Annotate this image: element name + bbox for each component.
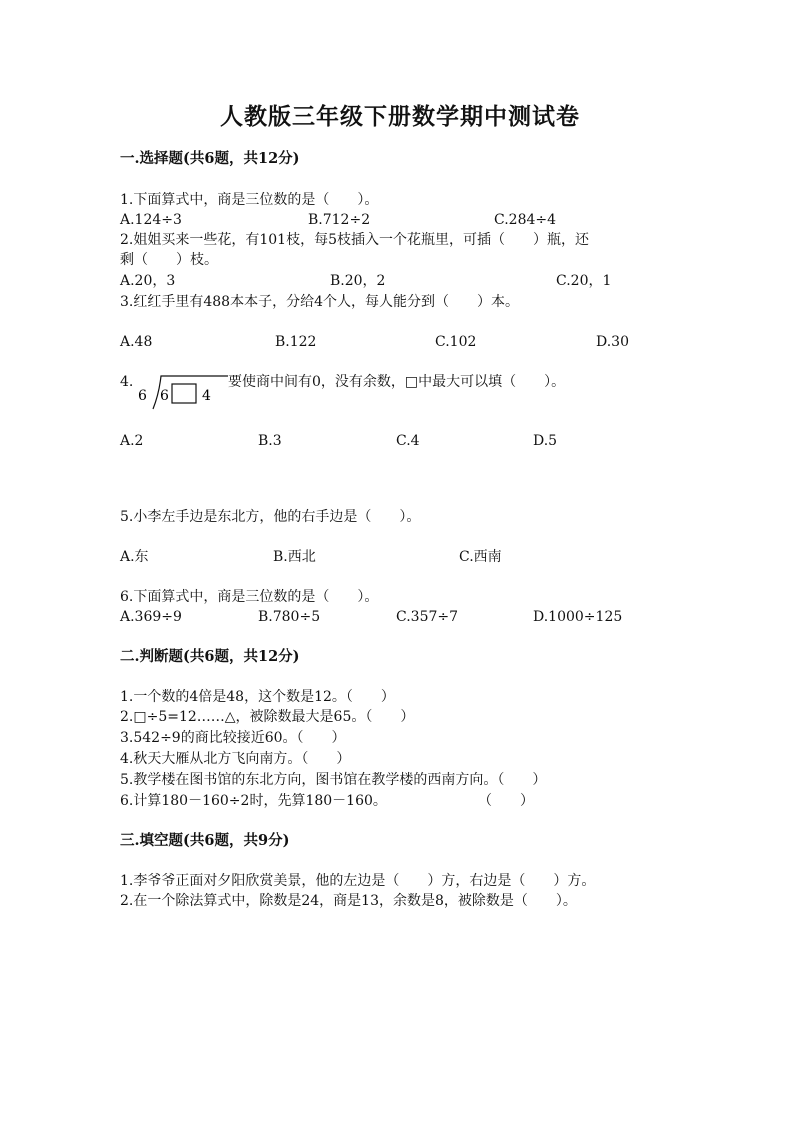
judgement-item-5: 5.教学楼在图书馆的东北方向，图书馆在教学楼的西南方向。（ ）	[120, 772, 547, 788]
question-5: 5.小李左手边是东北方，他的右手边是（ ）。	[120, 509, 421, 525]
q5-option-b: B.西北	[273, 549, 316, 565]
q6-option-a: A.369÷9	[120, 609, 182, 625]
q4-option-b: B.3	[258, 433, 282, 449]
q3-option-b: B.122	[275, 334, 317, 350]
question-6: 6.下面算式中，商是三位数的是（ ）。	[120, 589, 379, 605]
fill-blank-item-2: 2.在一个除法算式中，除数是24，商是13，余数是8，被除数是（ ）。	[120, 893, 577, 909]
q1-option-c: C.284÷4	[494, 212, 557, 228]
q6-option-d: D.1000÷125	[533, 609, 623, 625]
section-heading-judgement: 二.判断题(共6题，共12分)	[120, 648, 300, 665]
judgement-item-6: 6.计算180－160÷2时，先算180－160。	[120, 793, 387, 809]
page-title: 人教版三年级下册数学期中测试卷	[220, 103, 580, 130]
q1-option-a: A.124÷3	[120, 212, 182, 228]
dividend-first-digit: 6	[160, 388, 169, 404]
section-heading-choice: 一.选择题(共6题，共12分)	[120, 150, 300, 167]
dividend-last-digit: 4	[202, 388, 211, 404]
q2-option-a: A.20，3	[120, 273, 176, 289]
q4-option-a: A.2	[120, 433, 144, 449]
q4-option-d: D.5	[533, 433, 558, 449]
question-1: 1.下面算式中，商是三位数的是（ ）。	[120, 192, 379, 208]
q6-option-c: C.357÷7	[396, 609, 459, 625]
q3-option-d: D.30	[596, 334, 629, 350]
judgement-item-3: 3.542÷9的商比较接近60。（ ）	[120, 730, 346, 746]
divisor-digit: 6	[138, 388, 147, 404]
section-heading-fill-blank: 三.填空题(共6题，共9分)	[120, 832, 290, 849]
q4-option-c: C.4	[396, 433, 420, 449]
judgement-item-6-answer-blank: （ ）	[478, 793, 534, 809]
q5-option-a: A.东	[120, 549, 149, 565]
q2-option-c: C.20，1	[556, 273, 612, 289]
question-3: 3.红红手里有488本本子，分给4个人，每人能分到（ ）本。	[120, 294, 519, 310]
question-2-line2: 剩（ ）枝。	[120, 252, 218, 268]
q6-option-b: B.780÷5	[258, 609, 321, 625]
q2-option-b: B.20，2	[330, 273, 386, 289]
q3-option-c: C.102	[435, 334, 477, 350]
q3-option-a: A.48	[120, 334, 153, 350]
fill-blank-item-1: 1.李爷爷正面对夕阳欣赏美景，他的左边是（ ）方，右边是（ ）方。	[120, 873, 596, 889]
judgement-item-4: 4.秋天大雁从北方飞向南方。（ ）	[120, 751, 351, 767]
question-4: 要使商中间有0，没有余数，□中最大可以填（ ）。	[228, 374, 566, 390]
question-4-number: 4.	[120, 374, 134, 390]
judgement-item-2: 2.□÷5=12……△，被除数最大是65。（ ）	[120, 709, 415, 725]
judgement-item-1: 1.一个数的4倍是48，这个数是12。（ ）	[120, 689, 395, 705]
q5-option-c: C.西南	[459, 549, 502, 565]
q1-option-b: B.712÷2	[308, 212, 371, 228]
long-division-figure	[136, 374, 228, 410]
question-2-line1: 2.姐姐买来一些花，有101枝，每5枝插入一个花瓶里，可插（ ）瓶，还	[120, 232, 589, 248]
